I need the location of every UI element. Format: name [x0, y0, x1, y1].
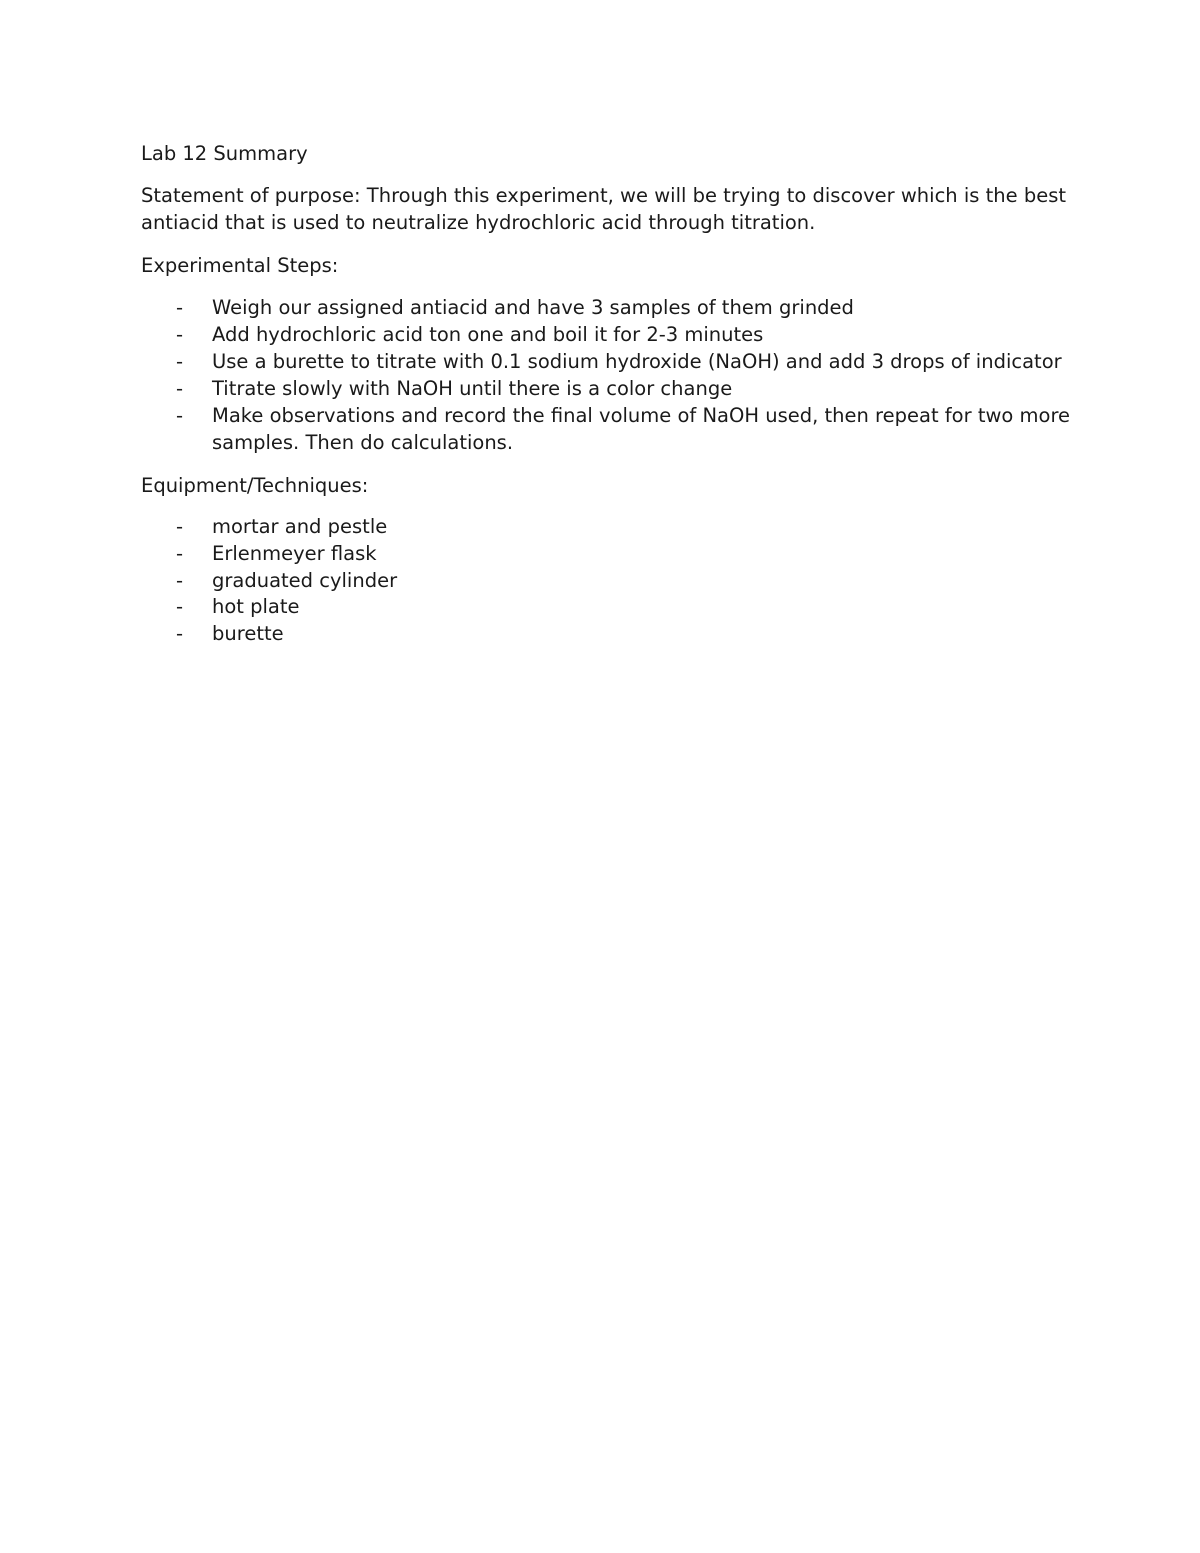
- list-item: [141, 594, 1071, 621]
- bullet-dash: -: [176, 541, 184, 565]
- list-item: [141, 294, 1071, 321]
- document-body: [141, 140, 1071, 664]
- list-item: [141, 541, 1071, 568]
- bullet-dash: -: [176, 323, 184, 346]
- step-text: Weigh our assigned antiacid and have 3 samples of them grinded: [212, 296, 854, 319]
- step-text: Titrate slowly with NaOH until there is a color change: [212, 377, 733, 400]
- equipment-text: hot plate: [212, 595, 300, 619]
- equipment-text: burette: [212, 622, 284, 646]
- list-item: [141, 568, 1071, 595]
- list-item: [141, 348, 1071, 375]
- list-item: [141, 375, 1071, 402]
- experimental-steps-list: [141, 294, 1071, 456]
- bullet-dash: -: [176, 404, 184, 427]
- bullet-dash: -: [176, 350, 184, 373]
- step-text: Use a burette to titrate with 0.1 sodium hydroxide (NaOH) and add 3 drops of indicator: [212, 350, 1062, 373]
- equipment-text: graduated cylinder: [212, 568, 398, 592]
- list-item: [141, 621, 1071, 648]
- equipment-text: mortar and pestle: [212, 515, 388, 538]
- list-item: [141, 402, 1071, 456]
- equipment-text: Erlenmeyer flask: [212, 541, 377, 565]
- list-item: [141, 321, 1071, 348]
- equipment-list: [141, 514, 1071, 648]
- bullet-dash: -: [176, 568, 184, 592]
- list-item: [141, 514, 1071, 541]
- bullet-dash: -: [176, 515, 184, 538]
- bullet-dash: -: [176, 377, 184, 400]
- bullet-dash: -: [176, 622, 184, 646]
- step-text: Make observations and record the final volume of NaOH used, then repeat for two more samples. Then do calculations.: [212, 404, 1071, 454]
- equipment-heading: Equipment/Techniques:: [141, 474, 369, 497]
- steps-heading: Experimental Steps:: [141, 254, 339, 277]
- statement-of-purpose: Statement of purpose: Through this experiment, we will be trying to discover which is the best antiacid that is used to neutralize hydrochloric acid through titration.: [141, 184, 1067, 234]
- bullet-dash: -: [176, 296, 184, 319]
- document-title: Lab 12 Summary: [141, 142, 308, 165]
- bullet-dash: -: [176, 595, 184, 619]
- step-text: Add hydrochloric acid ton one and boil it for 2-3 minutes: [212, 323, 764, 346]
